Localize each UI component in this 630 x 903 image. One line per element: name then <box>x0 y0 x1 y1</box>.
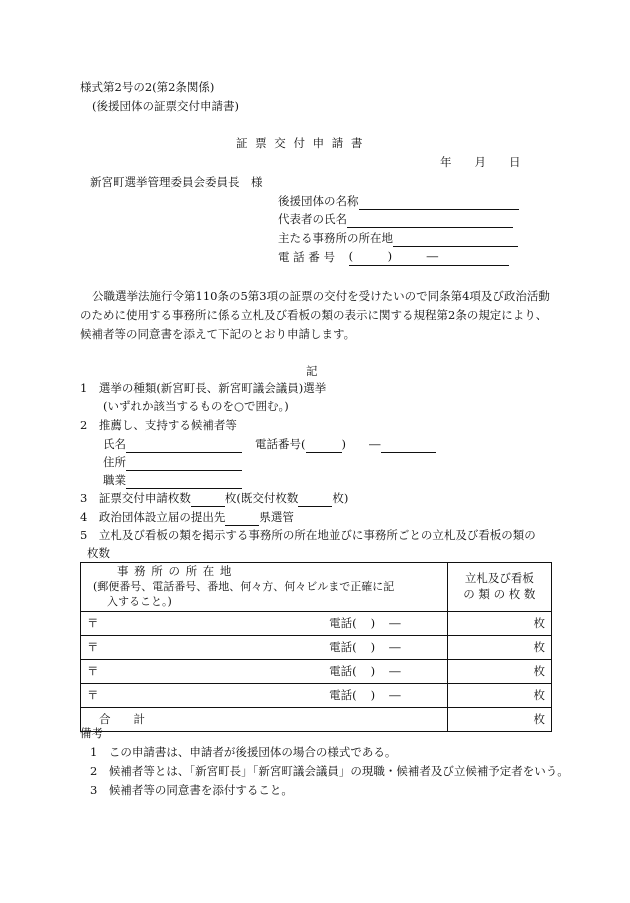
postal-mark: 〒 <box>87 663 99 678</box>
header-count-line2: の 類 の 枚 数 <box>463 587 536 601</box>
tel-close: ) <box>370 615 376 630</box>
candidate-name-input[interactable] <box>126 452 242 453</box>
addressee: 新宮町選挙管理委員会委員長 様 <box>90 175 263 189</box>
total-label: 合 計 <box>99 711 145 726</box>
tel-close: ) <box>370 663 376 678</box>
candidate-address-label: 住所 <box>103 455 126 469</box>
item-3-mid: 枚(既交付枚数 <box>224 491 299 505</box>
tel-label: 電話( <box>329 639 357 654</box>
candidate-phone-area-input[interactable] <box>306 452 342 453</box>
postal-mark: 〒 <box>87 687 99 702</box>
phone-row <box>278 249 509 266</box>
candidate-job-row <box>103 473 242 489</box>
header-address-title: 事 務 所 の 所 在 地 <box>117 564 233 579</box>
count-unit: 枚 <box>533 615 545 630</box>
table-header-row <box>81 563 552 612</box>
tel-group <box>329 688 401 704</box>
note-2: 2 候補者等とは、「新宮町長」「新宮町議会議員」の現職・候補者及び立候補予定者をいう。 <box>90 764 569 778</box>
count-unit: 枚 <box>533 663 545 678</box>
tel-dash: ― <box>389 639 401 654</box>
tel-group <box>329 664 401 680</box>
postal-mark: 〒 <box>87 639 99 654</box>
address-cell[interactable] <box>81 684 448 708</box>
prefecture-input[interactable] <box>225 525 259 526</box>
rep-name-input[interactable] <box>347 227 513 228</box>
header-count-cell <box>447 563 551 612</box>
body-paragraph: 公職選挙法施行令第110条の5第3項の証票の交付を受けたいので同条第4項及び政治活動のために使用する事務所に係る立札及び看板の類の表示に関する規程第2条の規定により、候補者等の同意書を添えて下記のとおり申請します。 <box>80 289 550 341</box>
office-input[interactable] <box>393 246 518 247</box>
form-number: 様式第2号の2(第2条関係) <box>80 80 215 94</box>
note-3: 3 候補者等の同意書を添付すること。 <box>90 783 293 797</box>
item-1: 1 選挙の種類(新宮町長、新宮町議会議員)選挙 <box>80 381 327 395</box>
date-field: 年 月 日 <box>440 155 521 169</box>
address-cell[interactable] <box>81 612 448 636</box>
rep-name-label: 代表者の氏名 <box>278 212 347 226</box>
header-address-note2: 入すること。) <box>107 594 172 608</box>
item-4-label: 4 政治団体設立届の提出先 <box>80 510 226 524</box>
phone-label: 電 話 番 号 <box>278 250 335 264</box>
tel-dash: ― <box>389 663 401 678</box>
candidate-job-input[interactable] <box>126 488 242 489</box>
item-2: 2 推薦し、支持する候補者等 <box>80 418 237 432</box>
count-cell[interactable] <box>447 684 551 708</box>
item-4 <box>80 510 294 526</box>
candidate-name-row <box>103 437 242 453</box>
count-cell[interactable] <box>447 660 551 684</box>
item-3 <box>80 491 348 507</box>
tel-dash: ― <box>389 687 401 702</box>
table-row <box>81 660 552 684</box>
table-total-row <box>81 708 552 732</box>
total-count-cell[interactable] <box>447 708 551 732</box>
office-row <box>278 231 518 247</box>
candidate-address-input[interactable] <box>126 470 242 471</box>
phone-format: ( ) ― <box>348 249 439 263</box>
issued-count-input[interactable] <box>298 506 332 507</box>
candidate-name-label: 氏名 <box>103 437 126 451</box>
item-3-end: 枚) <box>332 491 349 505</box>
page-title: 証 票 交 付 申 請 書 <box>236 136 365 150</box>
item-5-cont: 枚数 <box>87 546 110 560</box>
item-3-label: 3 証票交付申請枚数 <box>80 491 191 505</box>
org-name-label: 後援団体の名称 <box>278 194 359 208</box>
item-1-note: (いずれか該当するものを○で囲む。) <box>103 399 289 413</box>
table-row <box>81 684 552 708</box>
tel-group <box>329 640 401 656</box>
phone-input[interactable] <box>349 249 509 266</box>
count-unit: 枚 <box>533 639 545 654</box>
apply-count-input[interactable] <box>191 506 225 507</box>
tel-dash: ― <box>389 615 401 630</box>
header-address-cell <box>81 563 448 612</box>
header-count-line1: 立札及び看板 <box>464 571 534 586</box>
tel-close: ) <box>370 687 376 702</box>
table-row <box>81 636 552 660</box>
address-cell[interactable] <box>81 660 448 684</box>
notes-heading: 備考 <box>80 726 103 740</box>
tel-label: 電話( <box>329 663 357 678</box>
total-label-cell <box>81 708 448 732</box>
total-unit: 枚 <box>533 711 545 726</box>
item-5: 5 立札及び看板の類を掲示する事務所の所在地並びに事務所ごとの立札及び看板の類の <box>80 528 536 542</box>
note-1: 1 この申請書は、申請者が後援団体の場合の様式である。 <box>90 745 397 759</box>
count-unit: 枚 <box>533 687 545 702</box>
count-cell[interactable] <box>447 636 551 660</box>
item-4-suffix: 県選管 <box>259 510 294 524</box>
address-cell[interactable] <box>81 636 448 660</box>
tel-label: 電話( <box>329 615 357 630</box>
office-table <box>80 562 552 732</box>
org-name-row <box>278 194 519 210</box>
candidate-phone-rest: ) ― <box>341 437 381 451</box>
candidate-phone-label: 電話番号( <box>255 437 306 451</box>
candidate-phone-number-input[interactable] <box>381 452 436 453</box>
header-address-note1: (郵便番号、電話番号、番地、何々方、何々ビルまで正確に記 <box>93 579 395 593</box>
org-name-input[interactable] <box>359 209 519 210</box>
rep-name-row <box>278 212 513 228</box>
candidate-address-row <box>103 455 242 471</box>
form-subtitle: (後援団体の証票交付申請書) <box>92 99 239 113</box>
count-cell[interactable] <box>447 612 551 636</box>
tel-label: 電話( <box>329 687 357 702</box>
ki-heading: 記 <box>306 364 318 378</box>
postal-mark: 〒 <box>87 615 99 630</box>
tel-group <box>329 616 401 632</box>
office-label: 主たる事務所の所在地 <box>278 231 393 245</box>
candidate-phone-row <box>255 437 436 453</box>
tel-close: ) <box>370 639 376 654</box>
candidate-job-label: 職業 <box>103 473 126 487</box>
table-row <box>81 612 552 636</box>
